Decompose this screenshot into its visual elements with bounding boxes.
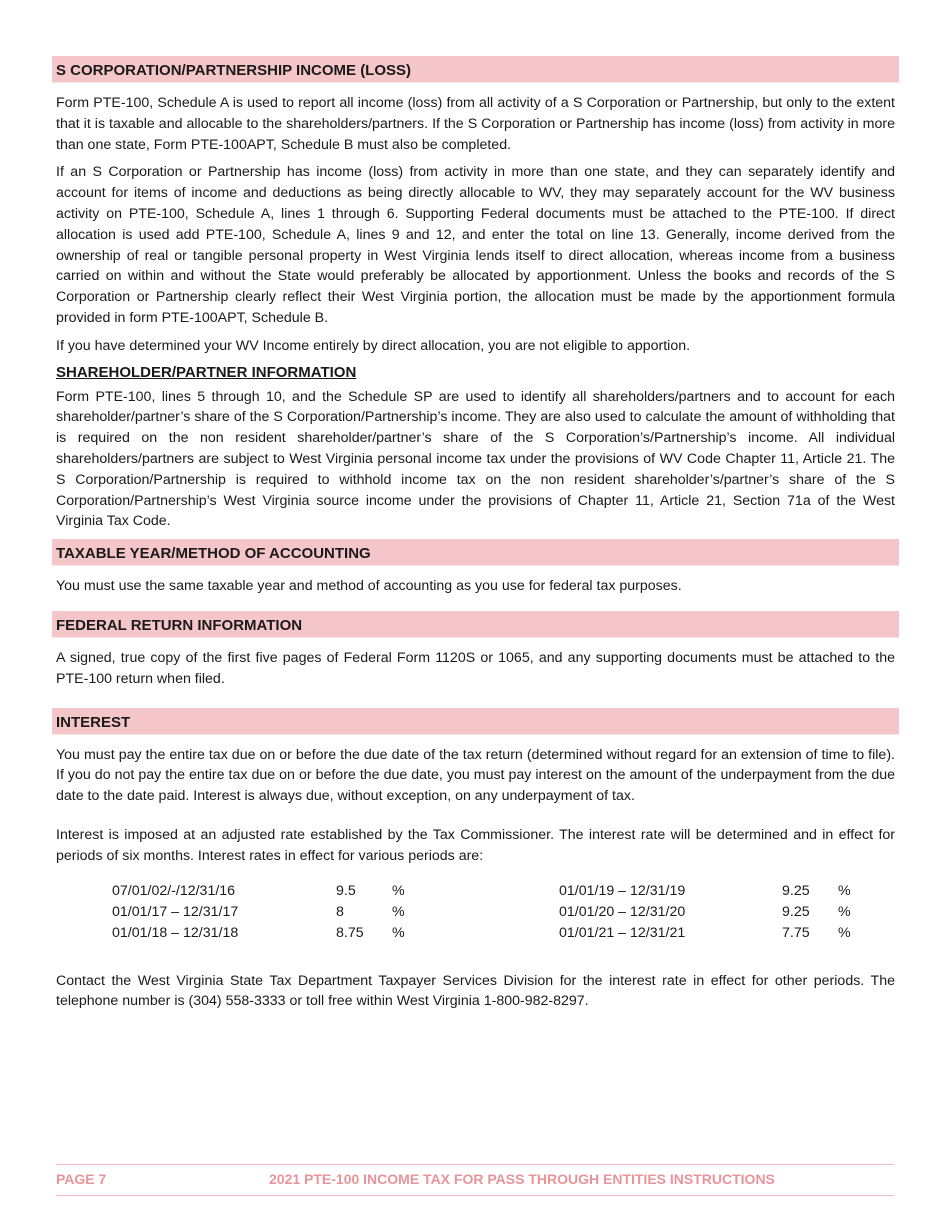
- rate-unit: %: [838, 924, 851, 941]
- rate-period: 01/01/19 – 12/31/19: [559, 882, 686, 899]
- rate-value: 9.25: [782, 882, 810, 899]
- paragraph: If an S Corporation or Partnership has income (loss) from activity in more than one state, and they can separately identify and account for items of income and deductions as being directly allocable to WV, they may separately account for the WV business activity on PTE-100, Schedule A, lines 1 through 6. Supporting Federal documents must be attached to the PTE-100. If direct allocation is used add PTE-100, Schedule A, lines 9 and 12, and enter the total on line 13. Generally, income derived from the ownership of real or tangible personal property in West Virginia lends itself to direct allocation, whereas income from a business carried on within and without the State would preferably be allocated by apportionment. Unless the books and records of the S Corporation or Partnership clearly reflect their West Virginia portion, the allocation must be made by the apportionment formula provided in form PTE-100APT, Schedule B.: [56, 164, 895, 326]
- rate-period: 01/01/17 – 12/31/17: [112, 903, 239, 920]
- rate-value: 7.75: [782, 924, 810, 941]
- paragraph: Interest is imposed at an adjusted rate established by the Tax Commissioner. The interest rate will be determined and in effect for periods of six months. Interest rates in effect for various periods are:: [56, 826, 895, 864]
- section-header-s-corp-income: S CORPORATION/PARTNERSHIP INCOME (LOSS): [52, 56, 899, 83]
- paragraph: If you have determined your WV Income entirely by direct allocation, you are not eligible to apportion.: [56, 337, 691, 354]
- rate-period: 01/01/21 – 12/31/21: [559, 924, 686, 941]
- paragraph: Form PTE-100, Schedule A is used to report all income (loss) from all activity of a S Corporation or Partnership, but only to the extent that it is taxable and allocable to the shareholders/partners. If the S Corporation or Partnership has income (loss) from activity in more than one state, Form PTE-100APT, Schedule B must also be completed.: [56, 95, 895, 153]
- rate-value: 8.75: [336, 924, 364, 941]
- page-number: PAGE 7: [56, 1171, 107, 1187]
- paragraph: You must use the same taxable year and method of accounting as you use for federal tax purposes.: [56, 578, 682, 595]
- page-footer: [56, 1164, 894, 1196]
- paragraph: Contact the West Virginia State Tax Department Taxpayer Services Division for the interest rate in effect for other periods. The telephone number is (304) 558-3333 or toll free within West Virginia 1-800-982-8297.: [56, 972, 895, 1010]
- rate-unit: %: [392, 903, 405, 920]
- rate-value: 9.5: [336, 882, 356, 899]
- rate-unit: %: [838, 882, 851, 899]
- section-header-federal-return: FEDERAL RETURN INFORMATION: [52, 611, 899, 638]
- section-header-taxable-year: TAXABLE YEAR/METHOD OF ACCOUNTING: [52, 539, 899, 566]
- rate-unit: %: [392, 924, 405, 941]
- document-page: [52, 56, 899, 1019]
- rate-period: 07/01/02/-/12/31/16: [112, 882, 236, 899]
- rate-value: 8: [336, 903, 344, 920]
- rate-period: 01/01/20 – 12/31/20: [559, 903, 686, 920]
- subheading-shareholder-partner-info: SHAREHOLDER/PARTNER INFORMATION: [56, 363, 357, 381]
- rate-period: 01/01/18 – 12/31/18: [112, 924, 239, 941]
- paragraph: A signed, true copy of the first five pages of Federal Form 1120S or 1065, and any supporting documents must be attached to the PTE-100 return when filed.: [56, 649, 895, 687]
- section-header-interest: INTEREST: [52, 708, 899, 735]
- paragraph: You must pay the entire tax due on or before the due date of the tax return (determined without regard for an extension of time to file). If you do not pay the entire tax due on or before the due date, you must pay interest on the amount of the underpayment from the due date to the date paid. Interest is always due, without exception, on any underpayment of tax.: [56, 746, 895, 805]
- rate-row: [56, 923, 895, 944]
- rate-unit: %: [392, 882, 405, 899]
- paragraph: Form PTE-100, lines 5 through 10, and the Schedule SP are used to identify all shareholders/partners and to account for each shareholder/partner’s share of the S Corporation/Partnership’s income. They are also used to calculate the amount of withholding that is required on the non resident shareholder/partner’s share of the S Corporation’s/Partnership’s income. All individual shareholders/partners are subject to West Virginia personal income tax under the provisions of WV Code Chapter 11, Article 21. The S Corporation/Partnership is required to withhold income tax on the non resident shareholder’s/partner’s share of the S Corporation/Partnership’s West Virginia source income under the provisions of Chapter 11, Article 21, Section 71a of the West Virginia Tax Code.: [56, 388, 895, 530]
- interest-rate-table: [56, 881, 895, 945]
- rate-row: [56, 902, 895, 923]
- rate-unit: %: [838, 903, 851, 920]
- rate-value: 9.25: [782, 903, 810, 920]
- rate-row: [56, 881, 895, 902]
- footer-title: 2021 PTE-100 INCOME TAX FOR PASS THROUGH ENTITIES INSTRUCTIONS: [269, 1171, 775, 1187]
